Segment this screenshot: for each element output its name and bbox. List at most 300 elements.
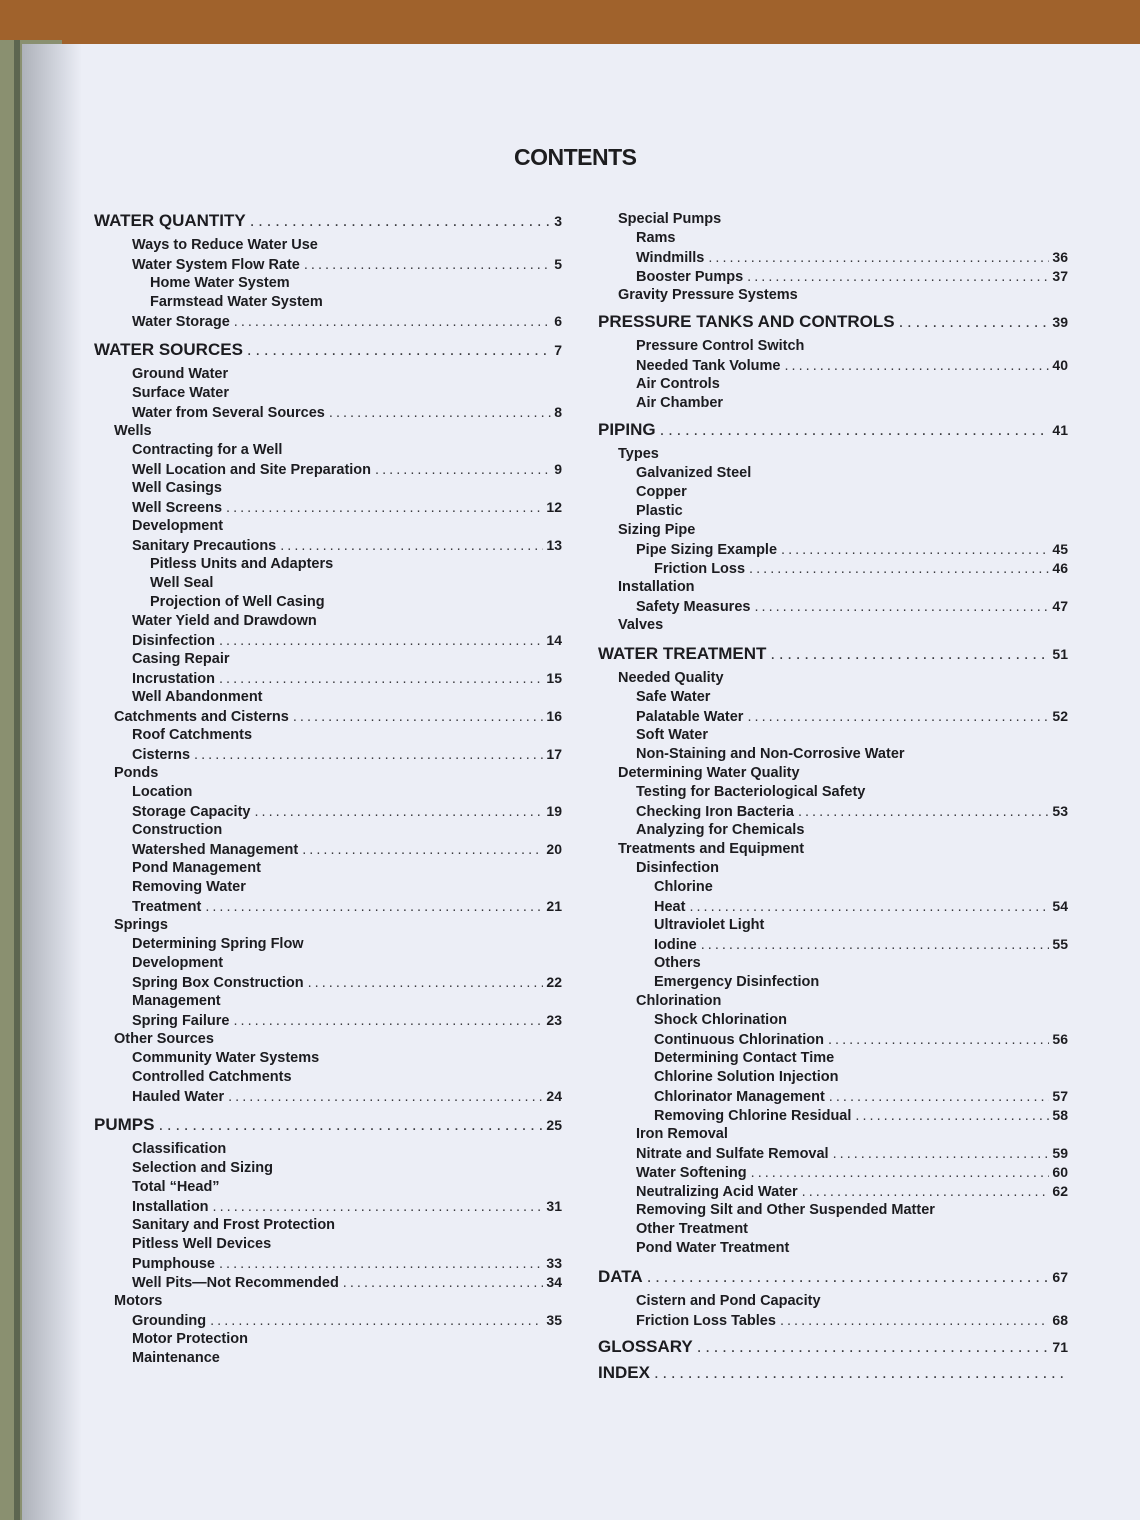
toc-entry — [598, 337, 1068, 356]
toc-entry-title: Roof Catchments — [132, 727, 253, 743]
toc-entry-title: Installation — [618, 579, 695, 595]
toc-page-number: 5 — [554, 256, 562, 272]
toc-entry — [94, 274, 562, 293]
dot-leader — [899, 311, 1050, 333]
toc-entry — [94, 1216, 562, 1235]
toc-entry — [94, 764, 562, 783]
toc-entry-title: Development — [132, 518, 224, 534]
dot-leader — [785, 357, 1050, 376]
toc-entry — [94, 707, 562, 726]
toc-entry-title: Shock Chlorination — [654, 1012, 787, 1028]
toc-entry — [94, 669, 562, 688]
toc-entry-title: Needed Tank Volume — [636, 358, 781, 374]
toc-entry — [598, 521, 1068, 540]
toc-page-number: 56 — [1052, 1031, 1068, 1047]
dot-leader — [254, 803, 543, 822]
toc-entry-title: Cistern and Pond Capacity — [636, 1293, 821, 1309]
toc-entry — [598, 464, 1068, 483]
toc-page-number: 6 — [554, 313, 562, 329]
dot-leader — [226, 499, 543, 518]
dot-leader — [855, 1107, 1049, 1126]
toc-entry — [598, 859, 1068, 878]
toc-page-number: 41 — [1052, 422, 1068, 438]
toc-page-number: 60 — [1052, 1164, 1068, 1180]
toc-page-number: 14 — [546, 632, 562, 648]
toc-entry — [94, 631, 562, 650]
toc-entry-title: Valves — [618, 617, 664, 633]
toc-section — [94, 339, 562, 361]
toc-section — [598, 1266, 1068, 1288]
toc-entry-title: Checking Iron Bacteria — [636, 804, 794, 820]
toc-page-number: 25 — [546, 1117, 562, 1133]
toc-entry-title: Classification — [132, 1141, 227, 1157]
toc-entry — [598, 210, 1068, 229]
toc-entry — [598, 597, 1068, 616]
toc-entry — [598, 483, 1068, 502]
toc-entry-title: Projection of Well Casing — [150, 594, 325, 610]
toc-entry — [598, 248, 1068, 267]
toc-entry-title: Location — [132, 784, 193, 800]
dot-leader — [701, 936, 1050, 955]
dot-leader — [213, 1198, 544, 1217]
dot-leader — [828, 1031, 1049, 1050]
toc-entry-title: INDEX — [598, 1363, 650, 1382]
toc-entry — [94, 312, 562, 331]
toc-entry — [598, 1011, 1068, 1030]
toc-entry-title: Continuous Chlorination — [654, 1032, 824, 1048]
toc-section — [94, 1114, 562, 1136]
dot-leader — [751, 1164, 1050, 1183]
toc-entry — [94, 1349, 562, 1368]
toc-entry — [94, 441, 562, 460]
toc-entry — [94, 878, 562, 897]
toc-entry-title: Management — [132, 993, 221, 1009]
toc-entry — [598, 707, 1068, 726]
toc-entry — [94, 574, 562, 593]
toc-entry — [94, 422, 562, 441]
toc-entry-title: Heat — [654, 899, 686, 915]
toc-entry-title: Pitless Well Devices — [132, 1236, 272, 1252]
toc-entry-title: Water Softening — [636, 1165, 747, 1181]
toc-page-number: 57 — [1052, 1088, 1068, 1104]
toc-entry-title: DATA — [598, 1267, 643, 1286]
toc-entry — [94, 1011, 562, 1030]
toc-entry-title: Well Screens — [132, 500, 223, 516]
toc-entry-title: Development — [132, 955, 224, 971]
toc-entry-title: Community Water Systems — [132, 1050, 320, 1066]
toc-page-number: 47 — [1052, 598, 1068, 614]
toc-entry-title: Ultraviolet Light — [654, 917, 765, 933]
toc-entry-title: Well Casings — [132, 480, 222, 496]
toc-entry-title: PRESSURE TANKS AND CONTROLS — [598, 312, 895, 331]
toc-entry-title: Incrustation — [132, 671, 215, 687]
toc-page-number: 37 — [1052, 268, 1068, 284]
toc-section — [598, 643, 1068, 665]
toc-entry-title: Well Seal — [150, 575, 214, 591]
toc-entry — [598, 688, 1068, 707]
toc-entry-title: Removing Water — [132, 879, 246, 895]
toc-page-number: 9 — [554, 461, 562, 477]
toc-entry-title: PIPING — [598, 420, 656, 439]
toc-entry — [598, 935, 1068, 954]
toc-entry — [598, 578, 1068, 597]
dot-leader — [747, 708, 1049, 727]
dot-leader — [654, 1362, 1065, 1384]
dot-leader — [308, 974, 544, 993]
toc-entry — [598, 1106, 1068, 1125]
toc-entry-title: Air Chamber — [636, 395, 724, 411]
toc-entry — [94, 384, 562, 403]
toc-entry — [598, 669, 1068, 688]
dot-leader — [833, 1145, 1050, 1164]
toc-entry-title: Disinfection — [132, 633, 215, 649]
dot-leader — [234, 1012, 544, 1031]
toc-entry-title: Sanitary and Frost Protection — [132, 1217, 336, 1233]
dot-leader — [194, 746, 543, 765]
toc-entry-title: Maintenance — [132, 1350, 220, 1366]
toc-entry — [94, 821, 562, 840]
toc-entry-title: Construction — [132, 822, 223, 838]
page-title: CONTENTS — [514, 144, 637, 170]
dot-leader — [780, 1312, 1049, 1331]
toc-entry-title: Friction Loss Tables — [636, 1313, 776, 1329]
toc-entry — [598, 821, 1068, 840]
toc-right-column — [598, 210, 1068, 1388]
toc-entry — [598, 1049, 1068, 1068]
toc-entry-title: Safe Water — [636, 689, 711, 705]
toc-page-number: 23 — [546, 1012, 562, 1028]
toc-entry-title: Copper — [636, 484, 687, 500]
toc-entry — [94, 1254, 562, 1273]
toc-entry-title: Sanitary Precautions — [132, 538, 277, 554]
toc-entry-title: Water from Several Sources — [132, 405, 325, 421]
toc-entry-title: Well Location and Site Preparation — [132, 462, 372, 478]
toc-entry-title: Iodine — [654, 937, 697, 953]
toc-entry-title: Plastic — [636, 503, 683, 519]
toc-entry — [598, 1125, 1068, 1144]
toc-entry-title: Casing Repair — [132, 651, 230, 667]
toc-entry — [598, 973, 1068, 992]
toc-entry-title: Pipe Sizing Example — [636, 542, 778, 558]
toc-entry-title: GLOSSARY — [598, 1337, 693, 1356]
toc-entry — [598, 745, 1068, 764]
toc-page-number: 53 — [1052, 803, 1068, 819]
toc-entry — [94, 1159, 562, 1178]
toc-entry — [94, 992, 562, 1011]
toc-entry-title: Controlled Catchments — [132, 1069, 292, 1085]
dot-leader — [205, 898, 543, 917]
dot-leader — [754, 598, 1049, 617]
toc-entry-title: Nitrate and Sulfate Removal — [636, 1146, 829, 1162]
toc-entry-title: Booster Pumps — [636, 269, 744, 285]
toc-entry — [94, 517, 562, 536]
dot-leader — [250, 210, 551, 232]
toc-entry-title: Pond Management — [132, 860, 261, 876]
toc-entry-title: Other Sources — [114, 1031, 214, 1047]
toc-entry-title: Treatments and Equipment — [618, 841, 805, 857]
toc-entry-title: Motors — [114, 1293, 163, 1309]
dot-leader — [708, 249, 1049, 268]
toc-entry — [94, 1140, 562, 1159]
toc-entry-title: Treatment — [132, 899, 202, 915]
toc-page-number: 15 — [546, 670, 562, 686]
toc-entry — [598, 1182, 1068, 1201]
toc-entry-title: Other Treatment — [636, 1221, 748, 1237]
toc-entry-title: Watershed Management — [132, 842, 299, 858]
dot-leader — [829, 1088, 1050, 1107]
toc-entry-title: WATER TREATMENT — [598, 644, 767, 663]
toc-entry-title: Types — [618, 446, 659, 462]
dot-leader — [219, 670, 543, 689]
toc-entry — [94, 954, 562, 973]
toc-page-number: 68 — [1052, 1312, 1068, 1328]
toc-entry-title: Chlorine — [654, 879, 713, 895]
toc-entry — [598, 540, 1068, 559]
toc-entry — [94, 783, 562, 802]
toc-entry — [94, 745, 562, 764]
toc-entry-title: Rams — [636, 230, 676, 246]
toc-page-number: 34 — [546, 1274, 562, 1290]
toc-entry — [94, 935, 562, 954]
toc-entry — [94, 1197, 562, 1216]
toc-page-number: 20 — [546, 841, 562, 857]
toc-page-number: 12 — [546, 499, 562, 515]
toc-entry — [598, 1311, 1068, 1330]
toc-entry — [598, 764, 1068, 783]
toc-entry — [598, 916, 1068, 935]
toc-entry — [94, 650, 562, 669]
dot-leader — [280, 537, 543, 556]
toc-entry-title: Ground Water — [132, 366, 229, 382]
toc-page-number: 71 — [1052, 1339, 1068, 1355]
toc-page-number: 39 — [1052, 314, 1068, 330]
toc-page-number: 33 — [546, 1255, 562, 1271]
toc-entry — [94, 479, 562, 498]
toc-entry — [598, 394, 1068, 413]
toc-entry-title: Ponds — [114, 765, 159, 781]
toc-entry-title: Windmills — [636, 250, 705, 266]
toc-entry — [94, 498, 562, 517]
toc-entry-title: Soft Water — [636, 727, 708, 743]
toc-entry-title: Water Storage — [132, 314, 230, 330]
toc-entry-title: WATER SOURCES — [94, 340, 243, 359]
dot-leader — [802, 1183, 1050, 1202]
toc-entry-title: Galvanized Steel — [636, 465, 752, 481]
dot-leader — [234, 313, 551, 332]
toc-entry-title: Neutralizing Acid Water — [636, 1184, 798, 1200]
toc-entry — [94, 916, 562, 935]
toc-entry — [94, 255, 562, 274]
dot-leader — [219, 1255, 543, 1274]
toc-entry-title: Home Water System — [150, 275, 290, 291]
toc-entry — [94, 1087, 562, 1106]
toc-entry-title: Cisterns — [132, 747, 191, 763]
toc-page-number: 8 — [554, 404, 562, 420]
toc-page-number: 52 — [1052, 708, 1068, 724]
toc-entry-title: Selection and Sizing — [132, 1160, 273, 1176]
toc-entry — [94, 536, 562, 555]
toc-entry-title: Gravity Pressure Systems — [618, 287, 798, 303]
toc-entry-title: Well Abandonment — [132, 689, 263, 705]
toc-entry — [598, 802, 1068, 821]
toc-entry-title: Spring Box Construction — [132, 975, 304, 991]
toc-entry — [598, 726, 1068, 745]
toc-entry-title: Determining Spring Flow — [132, 936, 304, 952]
toc-section — [598, 419, 1068, 441]
toc-entry-title: PUMPS — [94, 1115, 155, 1134]
dot-leader — [343, 1274, 544, 1293]
toc-entry-title: Special Pumps — [618, 211, 722, 227]
toc-entry-title: Emergency Disinfection — [654, 974, 820, 990]
toc-entry-title: Catchments and Cisterns — [114, 709, 289, 725]
toc-entry — [94, 612, 562, 631]
toc-entry-title: Hauled Water — [132, 1089, 225, 1105]
dot-leader — [689, 898, 1049, 917]
toc-entry — [598, 783, 1068, 802]
toc-entry — [598, 1144, 1068, 1163]
dot-leader — [375, 461, 551, 480]
toc-entry-title: Needed Quality — [618, 670, 724, 686]
toc-page-number: 7 — [554, 342, 562, 358]
toc-entry-title: Palatable Water — [636, 709, 744, 725]
toc-entry-title: Iron Removal — [636, 1126, 728, 1142]
toc-page-number: 22 — [546, 974, 562, 990]
toc-entry-title: Spring Failure — [132, 1013, 230, 1029]
dot-leader — [304, 256, 551, 275]
toc-entry-title: Pitless Units and Adapters — [150, 556, 334, 572]
toc-page-number: 58 — [1052, 1107, 1068, 1123]
toc-entry — [94, 973, 562, 992]
toc-entry — [94, 236, 562, 255]
dot-leader — [247, 339, 551, 361]
toc-entry-title: Chlorinator Management — [654, 1089, 825, 1105]
toc-entry — [94, 1235, 562, 1254]
toc-page-number: 17 — [546, 746, 562, 762]
toc-section — [598, 311, 1068, 333]
toc-entry-title: Water System Flow Rate — [132, 257, 300, 273]
toc-entry — [598, 559, 1068, 578]
toc-entry-title: Others — [654, 955, 701, 971]
toc-entry — [598, 1068, 1068, 1087]
dot-leader — [749, 560, 1049, 579]
toc-entry-title: Removing Chlorine Residual — [654, 1108, 852, 1124]
toc-entry-title: Surface Water — [132, 385, 229, 401]
dot-leader — [770, 643, 1049, 665]
toc-page-number: 21 — [546, 898, 562, 914]
toc-entry — [598, 1087, 1068, 1106]
toc-entry-title: Grounding — [132, 1313, 207, 1329]
toc-entry — [94, 555, 562, 574]
toc-entry — [598, 267, 1068, 286]
toc-entry-title: Chlorine Solution Injection — [654, 1069, 839, 1085]
toc-entry — [598, 954, 1068, 973]
toc-entry — [94, 593, 562, 612]
toc-entry — [94, 840, 562, 859]
toc-page-number: 16 — [546, 708, 562, 724]
toc-entry-title: WATER QUANTITY — [94, 211, 246, 230]
toc-page-number: 19 — [546, 803, 562, 819]
dot-leader — [210, 1312, 543, 1331]
dot-leader — [302, 841, 543, 860]
toc-entry — [598, 1030, 1068, 1049]
toc-page-number: 24 — [546, 1088, 562, 1104]
toc-page-number: 36 — [1052, 249, 1068, 265]
toc-entry — [94, 897, 562, 916]
toc-entry-title: Determining Water Quality — [618, 765, 800, 781]
toc-entry — [598, 897, 1068, 916]
toc-entry — [598, 356, 1068, 375]
toc-entry — [598, 1239, 1068, 1258]
toc-page-number: 31 — [546, 1198, 562, 1214]
toc-entry-title: Well Pits—Not Recommended — [132, 1275, 339, 1291]
toc-entry-title: Testing for Bacteriological Safety — [636, 784, 866, 800]
dot-leader — [293, 708, 544, 727]
toc-entry — [598, 1220, 1068, 1239]
toc-page-number: 40 — [1052, 357, 1068, 373]
dot-leader — [660, 419, 1050, 441]
toc-entry-title: Safety Measures — [636, 599, 751, 615]
toc-entry — [94, 1273, 562, 1292]
toc-entry-title: Removing Silt and Other Suspended Matter — [636, 1202, 935, 1218]
toc-entry-title: Analyzing for Chemicals — [636, 822, 805, 838]
dot-leader — [219, 632, 543, 651]
toc-entry — [94, 1049, 562, 1068]
toc-entry — [598, 992, 1068, 1011]
dot-leader — [158, 1114, 543, 1136]
toc-entry-title: Non-Staining and Non-Corrosive Water — [636, 746, 905, 762]
dot-leader — [647, 1266, 1050, 1288]
toc-page-number: 67 — [1052, 1269, 1068, 1285]
toc-entry-title: Motor Protection — [132, 1331, 248, 1347]
toc-entry — [94, 1178, 562, 1197]
toc-entry-title: Disinfection — [636, 860, 719, 876]
toc-entry — [598, 1201, 1068, 1220]
toc-entry-title: Air Controls — [636, 376, 720, 392]
toc-page-number: 59 — [1052, 1145, 1068, 1161]
dot-leader — [697, 1336, 1050, 1358]
dot-leader — [228, 1088, 543, 1107]
toc-entry — [94, 1292, 562, 1311]
toc-page-number: 62 — [1052, 1183, 1068, 1199]
toc-section — [598, 1362, 1068, 1384]
toc-entry — [598, 229, 1068, 248]
toc-entry-title: Springs — [114, 917, 168, 933]
toc-entry — [598, 445, 1068, 464]
toc-entry-title: Pond Water Treatment — [636, 1240, 790, 1256]
toc-page-number: 13 — [546, 537, 562, 553]
toc-entry-title: Contracting for a Well — [132, 442, 283, 458]
toc-entry-title: Water Yield and Drawdown — [132, 613, 317, 629]
toc-entry-title: Determining Contact Time — [654, 1050, 835, 1066]
toc-entry-title: Storage Capacity — [132, 804, 251, 820]
toc-entry — [598, 375, 1068, 394]
toc-entry — [598, 502, 1068, 521]
toc-section — [598, 1336, 1068, 1358]
toc-entry-title: Installation — [132, 1199, 209, 1215]
toc-entry — [94, 365, 562, 384]
toc-entry — [94, 460, 562, 479]
toc-entry — [94, 1068, 562, 1087]
toc-entry — [94, 1030, 562, 1049]
toc-entry — [598, 286, 1068, 305]
dot-leader — [798, 803, 1049, 822]
toc-entry — [598, 878, 1068, 897]
toc-entry-title: Ways to Reduce Water Use — [132, 237, 318, 253]
dot-leader — [747, 268, 1049, 287]
toc-entry-title: Farmstead Water System — [150, 294, 323, 310]
toc-page-number: 46 — [1052, 560, 1068, 576]
toc-entry-title: Chlorination — [636, 993, 722, 1009]
